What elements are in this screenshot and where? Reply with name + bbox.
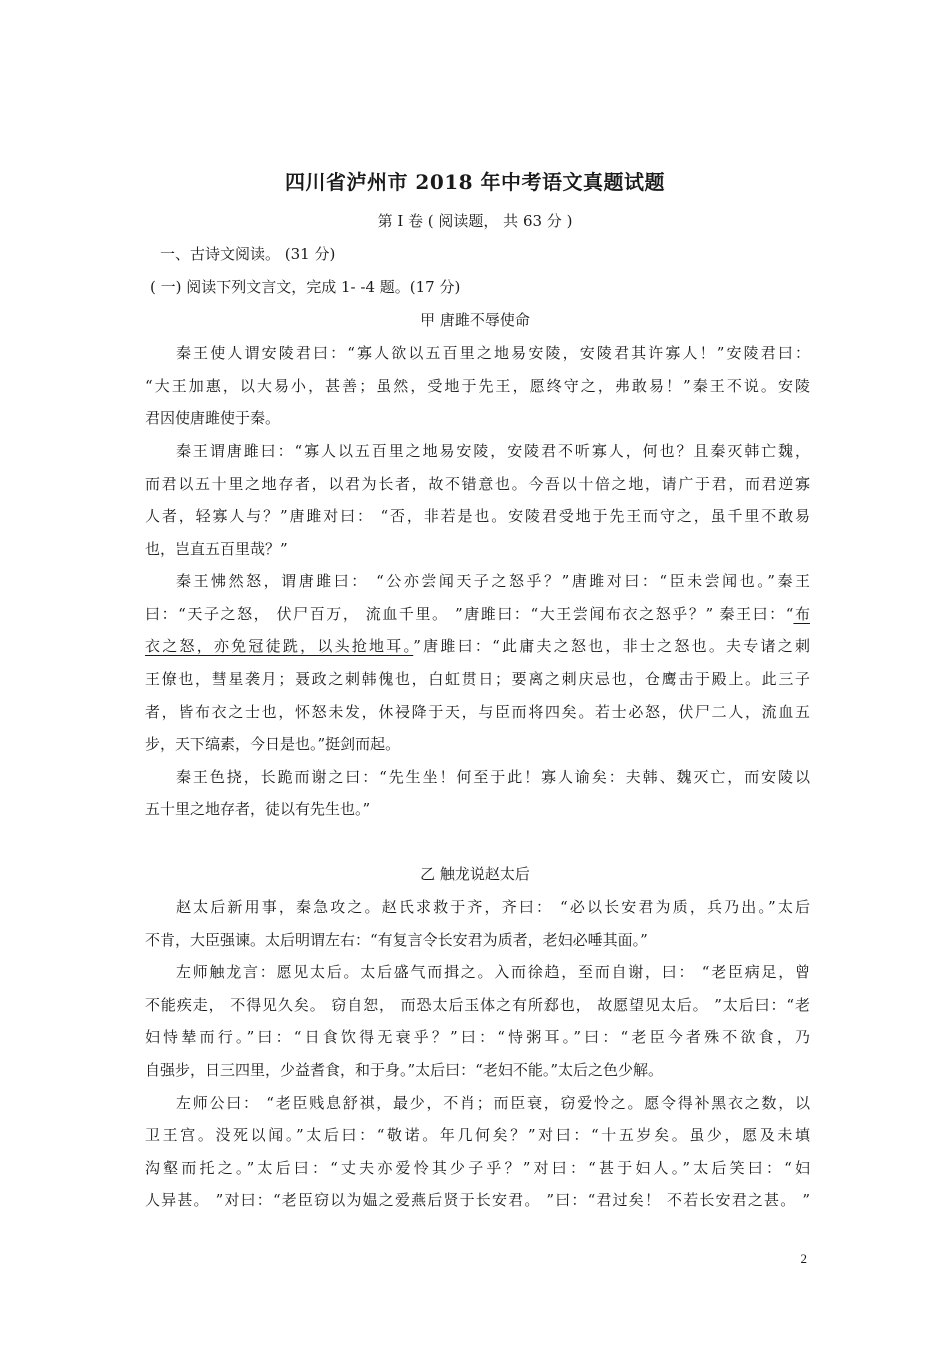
passage-a-line: [145, 604, 810, 624]
underlined-text: 布: [793, 605, 810, 623]
volume-heading: 第 I 卷 ( 阅读题， 共 63 分 ): [377, 212, 573, 230]
passage-a-line: [145, 636, 810, 656]
passage-b-line: 左师公曰： “老臣贱息舒祺，最少，不肖；而臣衰，窃爱怜之。愿令得补黑衣之数，以: [176, 1094, 810, 1112]
passage-b-line: 沟壑而托之。”太后曰：“丈夫亦爱怜其少子乎？”对曰：“甚于妇人。”太后笑曰：“妇: [145, 1159, 810, 1177]
passage-b-line: 卫王宫。没死以闻。”太后曰：“敬诺。年几何矣？”对曰：“十五岁矣。虽少，愿及未填: [145, 1126, 810, 1144]
passage-b-line: 不能疾走， 不得见久矣。 窃自恕， 而恐太后玉体之有所郄也， 故愿望见太后。 ”太后曰：“老: [145, 996, 810, 1014]
passage-a-line: 也，岂直五百里哉？”: [145, 540, 288, 558]
passage-b-line: 赵太后新用事，秦急攻之。赵氏求救于齐，齐曰： “必以长安君为质，兵乃出。”太后: [176, 898, 810, 916]
section-heading: 一、古诗文阅读。 (31 分): [160, 245, 336, 263]
passage-b-line: 人异甚。 ”对曰：“老臣窃以为媪之爱燕后贤于长安君。 ”曰：“君过矣！ 不若长安君之甚。 ”: [145, 1191, 810, 1209]
passage-b-line: 不肯，大臣强谏。太后明谓左右：“有复言令长安君为质者，老妇必唾其面。”: [145, 931, 648, 949]
passage-a-line: “大王加惠，以大易小，甚善；虽然，受地于先王，愿终守之，弗敢易！”秦王不说。安陵: [145, 377, 810, 395]
page-number: 2: [800, 1251, 807, 1266]
passage-a-line: 五十里之地存者，徒以有先生也。”: [145, 800, 371, 818]
passage-b-line: 左师触龙言：愿见太后。太后盛气而揖之。入而徐趋，至而自谢，曰： “老臣病足，曾: [176, 963, 810, 981]
passage-a-line: 人者，轻寡人与？”唐雎对曰： “否，非若是也。安陵君受地于先王而守之，虽千里不敢易: [145, 507, 810, 525]
underlined-text: 衣之怒，亦免冠徒跣，以头抢地耳。: [145, 637, 414, 655]
passage-a-line: 秦王怫然怒，谓唐雎曰： “公亦尝闻天子之怒乎？”唐雎对曰：“臣未尝闻也。”秦王: [176, 572, 810, 590]
passage-a-heading: 甲 唐雎不辱使命: [420, 311, 530, 329]
passage-a-line: 步，天下缟素，今日是也。”挺剑而起。: [145, 735, 401, 753]
passage-b-heading: 乙 触龙说赵太后: [420, 865, 530, 883]
passage-a-line-text: ”唐雎曰：“此庸夫之怒也，非士之怒也。夫专诸之刺: [413, 637, 810, 655]
passage-b-line: 自强步，日三四里，少益耆食，和于身。”太后曰：“老妇不能。”太后之色少解。: [145, 1061, 664, 1079]
passage-a-line: 秦王谓唐雎曰：“寡人以五百里之地易安陵，安陵君不听寡人，何也？且秦灭韩亡魏，: [176, 442, 810, 460]
passage-a-line: 而君以五十里之地存者，以君为长者，故不错意也。今吾以十倍之地，请广于君，而君逆寡: [145, 475, 810, 493]
passage-a-line-text: 曰：“天子之怒， 伏尸百万， 流血千里。 ”唐雎曰：“大王尝闻布衣之怒乎？” 秦王曰：“: [145, 605, 794, 623]
passage-b-line: 妇恃辇而行。”曰：“日食饮得无衰乎？”曰：“恃粥耳。”曰：“老臣今者殊不欲食，乃: [145, 1028, 810, 1046]
passage-a-line: 秦王使人谓安陵君曰：“寡人欲以五百里之地易安陵，安陵君其许寡人！”安陵君曰：: [176, 344, 810, 362]
passage-a-line: 秦王色挠，长跪而谢之曰：“先生坐！何至于此！寡人谕矣：夫韩、魏灭亡，而安陵以: [176, 768, 810, 786]
passage-a-line: 者，皆布衣之士也，怀怒未发，休祲降于天，与臣而将四矣。若士必怒，伏尸二人，流血五: [145, 703, 810, 721]
subsection-heading: ( 一) 阅读下列文言文，完成 1- -4 题。(17 分): [150, 278, 461, 296]
passage-a-line: 君因使唐雎使于秦。: [145, 409, 281, 427]
passage-a-line: 王僚也，彗星袭月；聂政之刺韩傀也，白虹贯日；要离之刺庆忌也，仓鹰击于殿上。此三子: [145, 670, 810, 688]
page-title: 四川省泸州市 2018 年中考语文真题试题: [284, 170, 666, 194]
